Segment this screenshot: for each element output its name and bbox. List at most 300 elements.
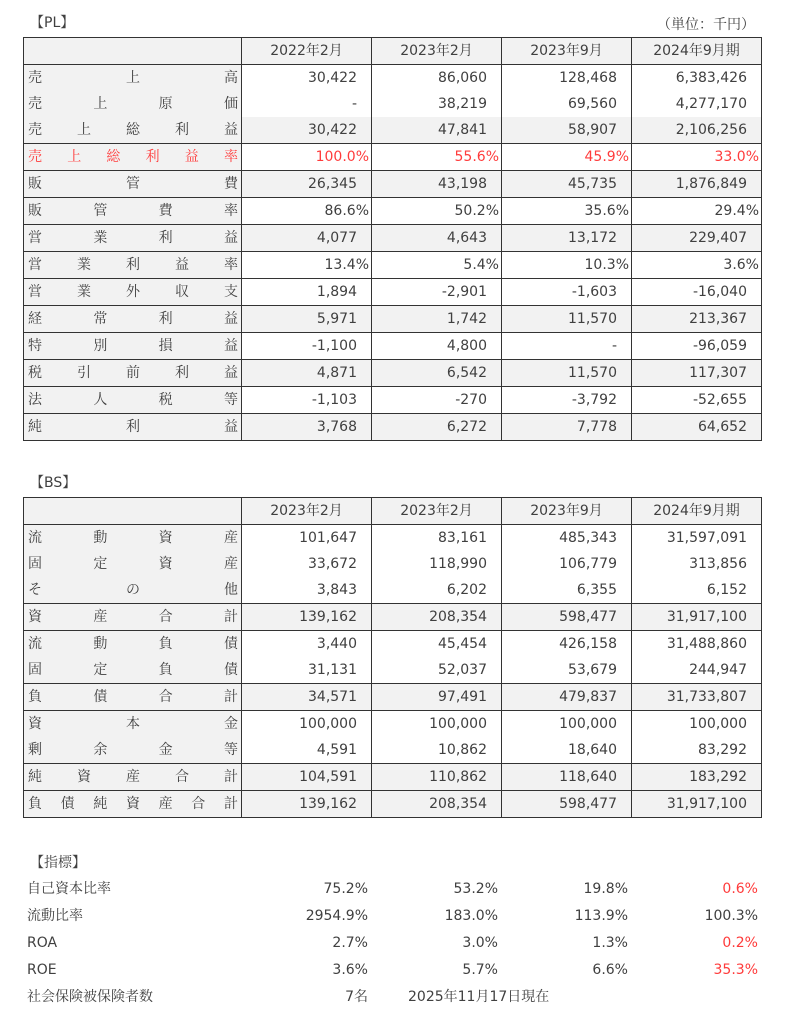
table-row [24,65,762,92]
row-label [24,737,242,764]
row-label-char: 金 [158,742,173,758]
row-label-char: 費 [224,176,238,192]
row-label-char: 剰 [28,742,42,758]
row-value: 5.4% [372,252,502,279]
kpi-row [0,930,791,957]
kpi-value: 2.7% [332,935,368,951]
table-row [24,225,762,252]
row-value: 5,971 [242,306,372,333]
kpi-label: 自己資本比率 [27,881,111,897]
kpi-row [0,903,791,930]
row-label-char: 債 [93,689,108,705]
row-label-char: 利 [158,311,173,327]
row-value: 97,491 [372,684,502,711]
table-row [24,387,762,414]
row-label [24,198,242,225]
row-value: 31,488,860 [632,631,762,658]
row-value: 52,037 [372,657,502,684]
row-label-char: 費 [158,203,173,219]
row-label-char: 業 [93,230,108,246]
row-value: 101,647 [242,525,372,552]
row-label-char: 営 [28,230,42,246]
row-label-char: 定 [93,556,108,572]
row-label-char: 管 [93,203,108,219]
row-value: 100,000 [502,711,632,738]
row-value: 33,672 [242,551,372,577]
row-label-char: 別 [93,338,108,354]
kpi-label: ROA [27,935,58,951]
row-value: 13.4% [242,252,372,279]
row-label-char: 率 [224,257,238,273]
row-label [24,91,242,117]
kpi-value: 3.0% [462,935,498,951]
row-label-char: 資 [28,716,42,732]
pl-table [23,37,762,441]
table-row [24,171,762,198]
pl-header-col: 2023年2月 [372,38,502,65]
row-value: -52,655 [632,387,762,414]
row-value: 35.6% [502,198,632,225]
row-value: 183,292 [632,764,762,791]
row-label-char: 支 [224,284,238,300]
row-label-char: 税 [28,365,42,381]
row-label-char: 計 [223,796,238,812]
row-label [24,144,242,171]
row-value: 10.3% [502,252,632,279]
bs-header-col: 2023年2月 [372,498,502,525]
row-label-char: 益 [223,338,238,354]
row-label-char: 他 [224,582,238,598]
row-label-char: 法 [28,392,42,408]
row-label-char: 純 [28,769,42,785]
row-value: 83,292 [632,737,762,764]
row-value: 45,454 [372,631,502,658]
row-label-char: 産 [126,769,140,785]
kpi-row-insured [0,984,791,1011]
row-label-char: 債 [223,636,238,652]
table-row [24,360,762,387]
row-label-char: 債 [223,662,238,678]
bs-header-col: 2024年9月期 [632,498,762,525]
kpi-value: 6.6% [592,962,628,978]
row-label-char: 常 [93,311,108,327]
row-label-char: 売 [28,149,42,165]
row-label-char: 資 [28,609,42,625]
row-label [24,525,242,552]
row-value: 33.0% [632,144,762,171]
row-value: 426,158 [502,631,632,658]
row-value: 31,597,091 [632,525,762,552]
kpi-value: 0.2% [722,935,758,951]
row-label [24,657,242,684]
row-value: 26,345 [242,171,372,198]
row-label-char: 債 [60,796,75,812]
row-value: 6,152 [632,577,762,604]
row-label-char: 産 [223,530,238,546]
bs-header-col: 2023年2月 [242,498,372,525]
row-label-char: 定 [93,662,108,678]
row-label-char: 動 [93,636,108,652]
kpi-value: 19.8% [583,881,628,897]
table-row [24,551,762,577]
row-label [24,414,242,441]
pl-header-row [24,38,762,65]
row-value: 100.0% [242,144,372,171]
row-value: 100,000 [632,711,762,738]
row-value: 43,198 [372,171,502,198]
row-value: 64,652 [632,414,762,441]
row-value: 3,843 [242,577,372,604]
bs-table [23,497,762,818]
row-label-char: 利 [175,365,189,381]
row-label [24,684,242,711]
row-label-char: 益 [224,122,238,138]
row-label [24,252,242,279]
kpi-value: 183.0% [444,908,498,924]
row-label-char: 流 [28,530,42,546]
row-value: 1,894 [242,279,372,306]
row-label [24,577,242,604]
kpi-row [0,876,791,903]
row-value: -16,040 [632,279,762,306]
row-value: 3,440 [242,631,372,658]
row-label-char: 負 [158,662,173,678]
row-label-char: 販 [28,203,42,219]
row-value: 110,862 [372,764,502,791]
kpi-value: 1.3% [592,935,628,951]
row-label-char: 資 [125,796,140,812]
row-label-char: 業 [77,257,91,273]
row-value: 6,542 [372,360,502,387]
row-value: 598,477 [502,791,632,818]
row-value: 11,570 [502,306,632,333]
row-value: 485,343 [502,525,632,552]
row-label-char: 合 [158,689,173,705]
row-label-char: 金 [224,716,238,732]
kpi-row [0,957,791,984]
row-label-char: 益 [223,311,238,327]
row-label-char: 特 [28,338,42,354]
row-value: 118,990 [372,551,502,577]
kpi-value: 75.2% [323,881,368,897]
row-label-char: 益 [223,230,238,246]
row-label-char: 利 [126,257,140,273]
row-label [24,279,242,306]
row-label-char: 益 [224,419,238,435]
kpi-label: 社会保険被保険者数 [27,989,153,1005]
kpi-value: 35.3% [713,962,758,978]
row-label [24,604,242,631]
row-value: 213,367 [632,306,762,333]
row-label-char: 等 [223,742,238,758]
row-label-char: 合 [158,609,173,625]
row-label-char: 原 [158,96,173,112]
row-value: -1,103 [242,387,372,414]
pl-section-title: 【PL】 [30,15,75,31]
kpi-section-title: 【指標】 [30,855,86,871]
row-value: 598,477 [502,604,632,631]
kpi-value: 3.6% [332,962,368,978]
row-label-char: 率 [223,203,238,219]
bs-header-blank [24,498,242,525]
row-value: 4,800 [372,333,502,360]
row-label-char: 率 [223,149,238,165]
row-label-char: 上 [93,96,108,112]
row-label [24,387,242,414]
row-label [24,631,242,658]
table-row [24,737,762,764]
kpi-value: 5.7% [462,962,498,978]
row-value: 313,856 [632,551,762,577]
kpi-value: 0.6% [722,881,758,897]
row-value: 34,571 [242,684,372,711]
row-label-char: 合 [191,796,206,812]
pl-header-col: 2023年9月 [502,38,632,65]
row-value: 7,778 [502,414,632,441]
row-value: 38,219 [372,91,502,117]
row-value: -2,901 [372,279,502,306]
row-label-char: 流 [28,636,42,652]
row-value: 4,591 [242,737,372,764]
row-value: 86.6% [242,198,372,225]
row-value: 45.9% [502,144,632,171]
row-value: 100,000 [372,711,502,738]
row-value: 50.2% [372,198,502,225]
bs-section-title: 【BS】 [30,475,77,491]
row-value: -270 [372,387,502,414]
row-value: 4,643 [372,225,502,252]
row-value: 31,131 [242,657,372,684]
row-value: 6,383,426 [632,65,762,92]
row-label-char: 益 [184,149,199,165]
row-label-char: 利 [145,149,160,165]
table-row [24,306,762,333]
table-row [24,414,762,441]
row-label-char: 上 [67,149,82,165]
row-value: 31,733,807 [632,684,762,711]
kpi-label: ROE [27,962,57,978]
row-value: 4,277,170 [632,91,762,117]
row-value: 1,742 [372,306,502,333]
row-label-char: 価 [223,96,238,112]
row-label-char: 資 [158,556,173,572]
table-row [24,764,762,791]
row-label-char: 産 [93,609,108,625]
row-value: 1,876,849 [632,171,762,198]
table-row [24,252,762,279]
row-label [24,225,242,252]
row-label-char: 引 [77,365,91,381]
table-row [24,117,762,144]
row-label-char: 計 [223,609,238,625]
row-value: 4,871 [242,360,372,387]
row-label-char: 損 [158,338,173,354]
row-label [24,306,242,333]
row-label-char: 税 [158,392,173,408]
row-label-char: 人 [93,392,108,408]
row-value: 6,202 [372,577,502,604]
table-row [24,631,762,658]
row-label-char: 負 [28,796,42,812]
row-label-char: 産 [223,556,238,572]
row-value: 479,837 [502,684,632,711]
row-label [24,65,242,92]
pl-header-blank [24,38,242,65]
table-row [24,279,762,306]
row-label-char: 純 [93,796,108,812]
row-value: 58,907 [502,117,632,144]
row-label-char: 益 [175,257,189,273]
row-label-char: 上 [77,122,91,138]
row-value: 3,768 [242,414,372,441]
row-value: 106,779 [502,551,632,577]
row-label [24,333,242,360]
row-value: 229,407 [632,225,762,252]
row-label-char: 外 [126,284,140,300]
row-label-char: 固 [28,556,42,572]
row-label-char: 総 [126,122,140,138]
kpi-block [0,876,791,1011]
row-label-char: そ [28,582,42,598]
row-label-char: 合 [175,769,189,785]
row-label-char: 固 [28,662,42,678]
table-row [24,144,762,171]
kpi-value: 2954.9% [305,908,368,924]
row-value: 10,862 [372,737,502,764]
row-value: 244,947 [632,657,762,684]
row-value: 29.4% [632,198,762,225]
row-label-char: 動 [93,530,108,546]
row-value: 30,422 [242,117,372,144]
row-label [24,117,242,144]
row-label-char: 利 [175,122,189,138]
table-row [24,604,762,631]
kpi-value: 113.9% [574,908,628,924]
unit-label: （単位：千円） [657,17,755,33]
row-label-char: 高 [224,70,238,86]
table-row [24,711,762,738]
row-label-char: 業 [77,284,91,300]
row-label-char: 資 [77,769,91,785]
pl-header-col: 2024年9月期 [632,38,762,65]
row-value: 69,560 [502,91,632,117]
row-value: 6,355 [502,577,632,604]
row-value: 139,162 [242,604,372,631]
row-label-char: 販 [28,176,42,192]
row-value: -1,100 [242,333,372,360]
row-label-char: 営 [28,257,42,273]
row-value: 30,422 [242,65,372,92]
row-label-char: 本 [126,716,140,732]
row-label-char: 資 [158,530,173,546]
row-value: 31,917,100 [632,791,762,818]
table-row [24,525,762,552]
row-value: 3.6% [632,252,762,279]
row-value: 100,000 [242,711,372,738]
row-label-char: 売 [28,122,42,138]
row-label [24,171,242,198]
table-row [24,91,762,117]
row-value: - [242,91,372,117]
row-label-char: 益 [224,365,238,381]
row-label-char: 計 [223,689,238,705]
row-value: 11,570 [502,360,632,387]
row-value: 18,640 [502,737,632,764]
row-label-char: 売 [28,96,42,112]
table-row [24,684,762,711]
row-label-char: 純 [28,419,42,435]
kpi-value: 53.2% [453,881,498,897]
row-label-char: の [126,582,140,598]
row-value: 86,060 [372,65,502,92]
kpi-value: 100.3% [704,908,758,924]
row-label [24,360,242,387]
row-value: 118,640 [502,764,632,791]
row-value: 128,468 [502,65,632,92]
table-row [24,577,762,604]
bs-header-col: 2023年9月 [502,498,632,525]
row-label-char: 利 [158,230,173,246]
row-value: 208,354 [372,604,502,631]
table-row [24,657,762,684]
row-label-char: 計 [224,769,238,785]
row-label-char: 経 [28,311,42,327]
row-value: -96,059 [632,333,762,360]
row-value: 45,735 [502,171,632,198]
row-value: 139,162 [242,791,372,818]
pl-header-col: 2022年2月 [242,38,372,65]
row-label-char: 産 [158,796,173,812]
row-label-char: 収 [175,284,189,300]
row-value: 47,841 [372,117,502,144]
row-label-char: 総 [106,149,121,165]
row-label-char: 営 [28,284,42,300]
row-value: 2,106,256 [632,117,762,144]
row-label-char: 余 [93,742,108,758]
row-value: 55.6% [372,144,502,171]
row-value: -3,792 [502,387,632,414]
table-row [24,791,762,818]
row-label [24,764,242,791]
bs-header-row [24,498,762,525]
kpi-label: 流動比率 [27,908,83,924]
row-value: 31,917,100 [632,604,762,631]
row-value: 117,307 [632,360,762,387]
row-label-char: 上 [126,70,140,86]
row-value: 104,591 [242,764,372,791]
row-value: -1,603 [502,279,632,306]
table-row [24,333,762,360]
row-label [24,711,242,738]
row-value: 4,077 [242,225,372,252]
row-label-char: 負 [158,636,173,652]
row-label [24,791,242,818]
row-value: 208,354 [372,791,502,818]
row-value: 13,172 [502,225,632,252]
row-label-char: 前 [126,365,140,381]
row-label-char: 管 [126,176,140,192]
row-label-char: 負 [28,689,42,705]
table-row [24,198,762,225]
row-value: 83,161 [372,525,502,552]
row-label-char: 売 [28,70,42,86]
row-label-char: 等 [223,392,238,408]
row-value: 6,272 [372,414,502,441]
row-value: - [502,333,632,360]
as-of-date: 2025年11月17日現在 [408,989,550,1005]
kpi-value: 7名 [345,989,368,1005]
row-label-char: 利 [126,419,140,435]
